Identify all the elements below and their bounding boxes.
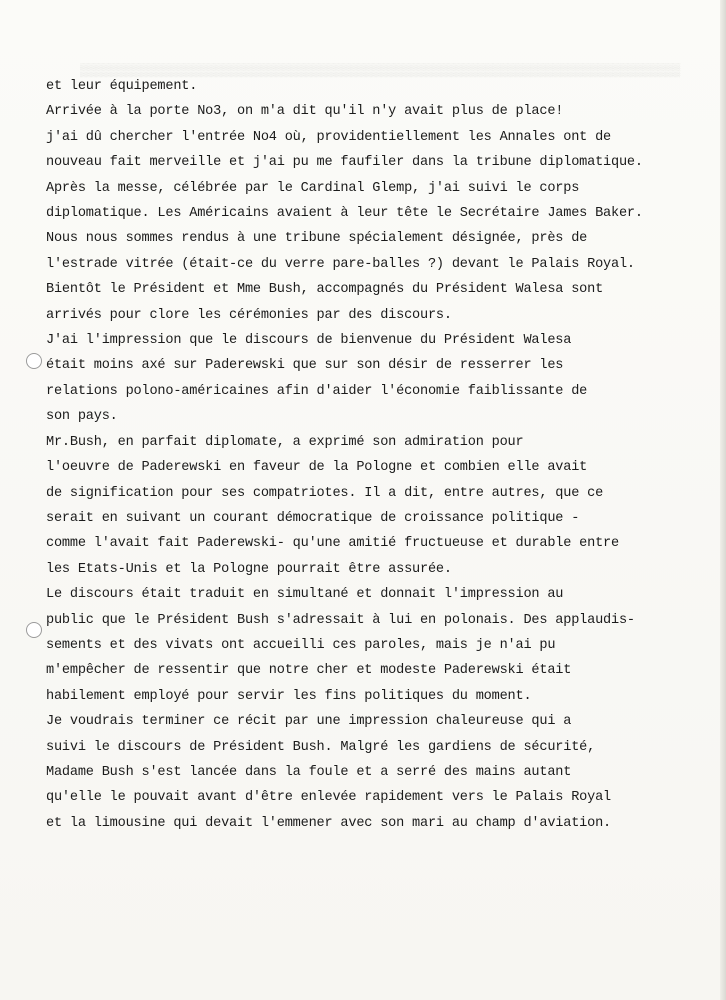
text-line: l'oeuvre de Paderewski en faveur de la Pologne et combien elle avait	[46, 460, 588, 476]
text-line: Arrivée à la porte No3, on m'a dit qu'il n'y avait plus de place!	[46, 104, 564, 120]
text-line: était moins axé sur Paderewski que sur son désir de resserrer les	[46, 358, 564, 374]
text-line: l'estrade vitrée (était-ce du verre pare-balles ?) devant le Palais Royal.	[46, 256, 635, 272]
text-line: Nous nous sommes rendus à une tribune spécialement désignée, près de	[46, 231, 588, 247]
punch-hole-top	[26, 353, 42, 369]
text-line: diplomatique. Les Américains avaient à leur tête le Secrétaire James Baker.	[46, 206, 643, 222]
text-line: Après la messe, célébrée par le Cardinal Glemp, j'ai suivi le corps	[46, 180, 580, 196]
text-line: comme l'avait fait Paderewski- qu'une amitié fructueuse et durable entre	[46, 536, 619, 552]
text-line: suivi le discours de Président Bush. Malgré les gardiens de sécurité,	[46, 739, 596, 755]
text-line: m'empêcher de ressentir que notre cher et modeste Paderewski était	[46, 663, 572, 679]
text-line: serait en suivant un courant démocratique de croissance politique -	[46, 510, 580, 526]
text-line: son pays.	[46, 409, 118, 425]
text-line: et la limousine qui devait l'emmener avec son mari au champ d'aviation.	[46, 815, 611, 831]
text-line: Je voudrais terminer ce récit par une impression chaleureuse qui a	[46, 714, 572, 730]
text-line: J'ai l'impression que le discours de bienvenue du Président Walesa	[46, 333, 572, 349]
text-line: qu'elle le pouvait avant d'être enlevée rapidement vers le Palais Royal	[46, 790, 611, 806]
text-line: habilement employé pour servir les fins politiques du moment.	[46, 688, 532, 704]
text-line: nouveau fait merveille et j'ai pu me faufiler dans la tribune diplomatique.	[46, 155, 643, 171]
text-line: Madame Bush s'est lancée dans la foule et a serré des mains autant	[46, 764, 572, 780]
text-line: de signification pour ses compatriotes. Il a dit, entre autres, que ce	[46, 485, 604, 501]
text-line: et leur équipement.	[46, 79, 198, 94]
scan-edge-shadow	[720, 0, 726, 1000]
text-line: Le discours était traduit en simultané et donnait l'impression au	[46, 587, 564, 603]
text-line: les Etats-Unis et la Pologne pourrait être assurée.	[46, 561, 452, 577]
reverse-side-bleed-through: ▒▒▒▒▒▒▒▒▒▒▒▒▒▒▒▒▒▒▒▒▒▒▒▒▒▒▒▒▒▒▒▒▒▒▒▒▒▒▒▒▒▒▒▒▒▒▒▒▒▒▒▒▒▒▒▒▒▒▒▒▒▒▒▒▒▒▒▒▒▒▒▒▒▒▒▒▒▒▒▒	[80, 64, 681, 78]
text-line: arrivés pour clore les cérémonies par des discours.	[46, 307, 452, 323]
text-line: sements et des vivats ont accueilli ces paroles, mais je n'ai pu	[46, 637, 556, 653]
typed-letter-body	[46, 74, 706, 836]
text-line: Mr.Bush, en parfait diplomate, a exprimé son admiration pour	[46, 434, 524, 450]
punch-hole-bottom	[26, 622, 42, 638]
text-line: relations polono-américaines afin d'aider l'économie faiblissante de	[46, 383, 588, 399]
text-line: public que le Président Bush s'adressait à lui en polonais. Des applaudis-	[46, 612, 635, 628]
text-line: j'ai dû chercher l'entrée No4 où, providentiellement les Annales ont de	[46, 129, 611, 145]
text-line: Bientôt le Président et Mme Bush, accompagnés du Président Walesa sont	[46, 282, 604, 298]
